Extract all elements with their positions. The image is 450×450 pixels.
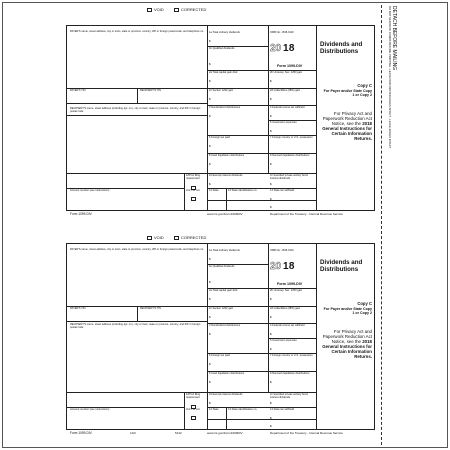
- corrected-checkbox[interactable]: [174, 236, 179, 240]
- void-label: VOID: [154, 235, 164, 240]
- omb-number: OMB No. 1545-0110: [270, 249, 294, 252]
- dollar-sign: $: [270, 332, 272, 336]
- footer-department: Department of the Treasury - Internal Revenue Service: [270, 212, 343, 216]
- second-tin-notice: 2nd TIN not.: [186, 408, 201, 411]
- footer-ldc: LDC: [130, 431, 137, 435]
- box-2a-capital-gain[interactable]: 2a Total capital gain distr.: [209, 289, 239, 292]
- box-11-private-activity[interactable]: 11 Specified private activity bond interest dividends: [270, 174, 308, 180]
- year-suffix: 18: [283, 43, 295, 54]
- box-2a-capital-gain[interactable]: 2a Total capital gain distr.: [209, 71, 239, 74]
- dollar-sign: $: [270, 347, 272, 351]
- box-14-state-tax[interactable]: 14 State tax withheld: [270, 189, 295, 192]
- box-2d-collectibles[interactable]: 2d Collectibles (28%) gain: [270, 89, 301, 92]
- dollar-sign: $: [209, 332, 211, 336]
- form-title: Dividends and Distributions: [320, 41, 363, 55]
- box-13-state-id[interactable]: 13 State identification no.: [228, 408, 258, 411]
- box-12-state[interactable]: 12 State: [209, 408, 219, 411]
- box-1b-qualified-dividends[interactable]: 1b Qualified dividends: [209, 265, 235, 268]
- box-13-state-id[interactable]: 13 State identification no.: [228, 189, 258, 192]
- dollar-sign: $: [209, 280, 211, 284]
- box-12-state[interactable]: 12 State: [209, 189, 219, 192]
- dollar-sign: $: [270, 380, 272, 384]
- dollar-sign: $: [209, 380, 211, 384]
- box-4-federal-tax[interactable]: 4 Federal income tax withheld: [270, 324, 305, 327]
- dollar-sign: $: [270, 205, 272, 209]
- dollar-sign: $: [209, 315, 211, 319]
- omb-number: OMB No. 1545-0110: [270, 31, 294, 34]
- copy-heading: Copy C: [357, 83, 372, 88]
- detach-perforation: [381, 5, 382, 445]
- form-id: Form 1099-DIV: [277, 64, 303, 68]
- payer-name-field[interactable]: PAYER'S name, street address, city or town, state or province, country, ZIP or foreign postal code, and telephone no.: [70, 30, 204, 33]
- payer-name-field[interactable]: PAYER'S name, street address, city or town, state or province, country, ZIP or foreign postal code, and telephone no.: [70, 248, 204, 251]
- recipient-tin-field[interactable]: RECIPIENT'S TIN: [140, 307, 161, 310]
- box-14-state-tax[interactable]: 14 State tax withheld: [270, 408, 295, 411]
- privacy-text: For Privacy Act and Paperwork Reduction Act Notice, see the: [322, 111, 372, 126]
- dollar-sign: $: [270, 114, 272, 118]
- fatca-label: FATCA filing requirement: [186, 174, 201, 180]
- dollar-sign: $: [270, 297, 272, 301]
- grid-line: [184, 392, 185, 430]
- dollar-sign: $: [270, 129, 272, 133]
- dollar-sign: $: [270, 182, 272, 186]
- copy-heading: Copy C: [357, 301, 372, 306]
- dollar-sign: $: [209, 362, 211, 366]
- grid-line: [66, 321, 207, 322]
- box-8-cash-liquidation[interactable]: 8 Cash liquidation distributions: [209, 372, 245, 375]
- recipient-tin-field[interactable]: RECIPIENT'S TIN: [140, 89, 161, 92]
- dollar-sign: $: [209, 297, 211, 301]
- box-2b-unrecap-1250[interactable]: 2b Unrecap. Sec. 1250 gain: [270, 289, 303, 292]
- second-tin-checkbox[interactable]: [191, 416, 196, 420]
- privacy-text: For Privacy Act and Paperwork Reduction Act Notice, see the: [322, 329, 372, 344]
- year-prefix: 20: [270, 261, 282, 272]
- box-2b-unrecap-1250[interactable]: 2b Unrecap. Sec. 1250 gain: [270, 71, 303, 74]
- box-2c-section-1202[interactable]: 2c Section 1202 gain: [209, 307, 234, 310]
- second-tin-notice: 2nd TIN not.: [186, 189, 201, 192]
- void-label: VOID: [154, 7, 164, 12]
- void-checkbox[interactable]: [147, 236, 152, 240]
- box-5-investment-expenses[interactable]: 5 Investment expenses: [270, 339, 297, 342]
- box-11-private-activity[interactable]: 11 Specified private activity bond interest dividends: [270, 393, 308, 399]
- box-10-exempt-interest[interactable]: 10 Exempt-interest dividends: [209, 174, 243, 177]
- privacy-bold: 2018 General Instructions for Certain Information Returns.: [322, 338, 372, 359]
- footer-code: 5132: [175, 431, 182, 435]
- box-2c-section-1202[interactable]: 2c Section 1202 gain: [209, 89, 234, 92]
- fatca-label: FATCA filing requirement: [186, 393, 201, 399]
- corrected-label: CORRECTED: [181, 7, 207, 12]
- footer-url: www.irs.gov/Form1099DIV: [207, 212, 243, 216]
- dollar-sign: $: [209, 97, 211, 101]
- grid-line: [137, 306, 138, 321]
- dollar-sign: $: [270, 97, 272, 101]
- dollar-sign: $: [270, 424, 272, 428]
- footer-form-id: Form 1099-DIV: [70, 431, 92, 435]
- box-7-foreign-country[interactable]: 7 Foreign country or U.S. possession: [270, 136, 313, 139]
- box-3-nondividend[interactable]: 3 Nondividend distributions: [209, 106, 241, 109]
- box-6-foreign-tax[interactable]: 6 Foreign tax paid: [209, 136, 230, 139]
- form-title: Dividends and Distributions: [320, 259, 363, 273]
- dollar-sign: $: [270, 315, 272, 319]
- dollar-sign: $: [209, 62, 211, 66]
- box-9-noncash-liquidation[interactable]: 9 Noncash liquidation distributions: [270, 372, 310, 375]
- dollar-sign: $: [209, 79, 211, 83]
- account-number-field[interactable]: Account number (see instructions): [70, 189, 110, 192]
- box-1b-qualified-dividends[interactable]: 1b Qualified dividends: [209, 47, 235, 50]
- dollar-sign: $: [270, 401, 272, 405]
- privacy-notice: [320, 330, 372, 360]
- footer-form-id: Form 1099-DIV: [70, 212, 92, 216]
- corrected-label: CORRECTED: [181, 235, 207, 240]
- grid-line: [316, 243, 317, 430]
- recipient-name-field[interactable]: RECIPIENT'S name, street address (including apt. no.), city or town, state or province, country, and ZIP or foreign postal code: [70, 323, 201, 329]
- dollar-sign: $: [270, 197, 272, 201]
- grid-line: [268, 243, 269, 392]
- grid-line: [207, 243, 208, 430]
- dollar-sign: $: [209, 182, 211, 186]
- payer-tin-field[interactable]: PAYER'S TIN: [70, 307, 86, 310]
- dollar-sign: $: [209, 39, 211, 43]
- account-number-field[interactable]: Account number (see instructions): [70, 408, 110, 411]
- dollar-sign: $: [270, 162, 272, 166]
- footer-department: Department of the Treasury - Internal Revenue Service: [270, 431, 343, 435]
- footer-url: www.irs.gov/Form1099DIV: [207, 431, 243, 435]
- box-1a-total-ordinary-dividends[interactable]: 1a Total ordinary dividends: [209, 31, 240, 34]
- dollar-sign: $: [209, 144, 211, 148]
- year-suffix: 18: [283, 261, 295, 272]
- box-3-nondividend[interactable]: 3 Nondividend distributions: [209, 324, 241, 327]
- box-2d-collectibles[interactable]: 2d Collectibles (28%) gain: [270, 307, 301, 310]
- box-5-investment-expenses[interactable]: 5 Investment expenses: [270, 121, 297, 124]
- dollar-sign: $: [209, 401, 211, 405]
- detach-before-mailing-label: DETACH BEFORE MAILING: [391, 6, 397, 71]
- recipient-name-field[interactable]: RECIPIENT'S name, street address (including apt. no.), city or town, state or province, country, and ZIP or foreign postal code: [70, 107, 201, 113]
- copy-subheading: For Payer and/or State Copy 1 or Copy 2: [323, 307, 372, 316]
- payer-tin-field[interactable]: PAYER'S TIN: [70, 89, 86, 92]
- box-10-exempt-interest[interactable]: 10 Exempt-interest dividends: [209, 393, 243, 396]
- year-prefix: 20: [270, 43, 282, 54]
- copy-subheading: For Payer and/or State Copy 1 or Copy 2: [323, 89, 372, 98]
- dollar-sign: $: [270, 79, 272, 83]
- privacy-bold: 2018 General Instructions for Certain Information Returns.: [322, 120, 372, 141]
- dollar-sign: $: [270, 416, 272, 420]
- grid-line: [207, 407, 316, 408]
- box-8-cash-liquidation[interactable]: 8 Cash liquidation distributions: [209, 154, 245, 157]
- form-id: Form 1099-DIV: [277, 282, 303, 286]
- box-9-noncash-liquidation[interactable]: 9 Noncash liquidation distributions: [270, 154, 310, 157]
- dollar-sign: $: [209, 162, 211, 166]
- box-1a-total-ordinary-dividends[interactable]: 1a Total ordinary dividends: [209, 249, 240, 252]
- perforation-warning-label: DO NOT SEPARATE FORMS BEFORE PRINTING - LEAVE PERFORATED EDGES INTACT - LEAVE EDGES INTACT: [388, 6, 391, 149]
- box-6-foreign-tax[interactable]: 6 Foreign tax paid: [209, 354, 230, 357]
- box-7-foreign-country[interactable]: 7 Foreign country or U.S. possession: [270, 354, 313, 357]
- box-4-federal-tax[interactable]: 4 Federal income tax withheld: [270, 106, 305, 109]
- dollar-sign: $: [209, 257, 211, 261]
- dollar-sign: $: [209, 114, 211, 118]
- grid-line: [207, 419, 316, 420]
